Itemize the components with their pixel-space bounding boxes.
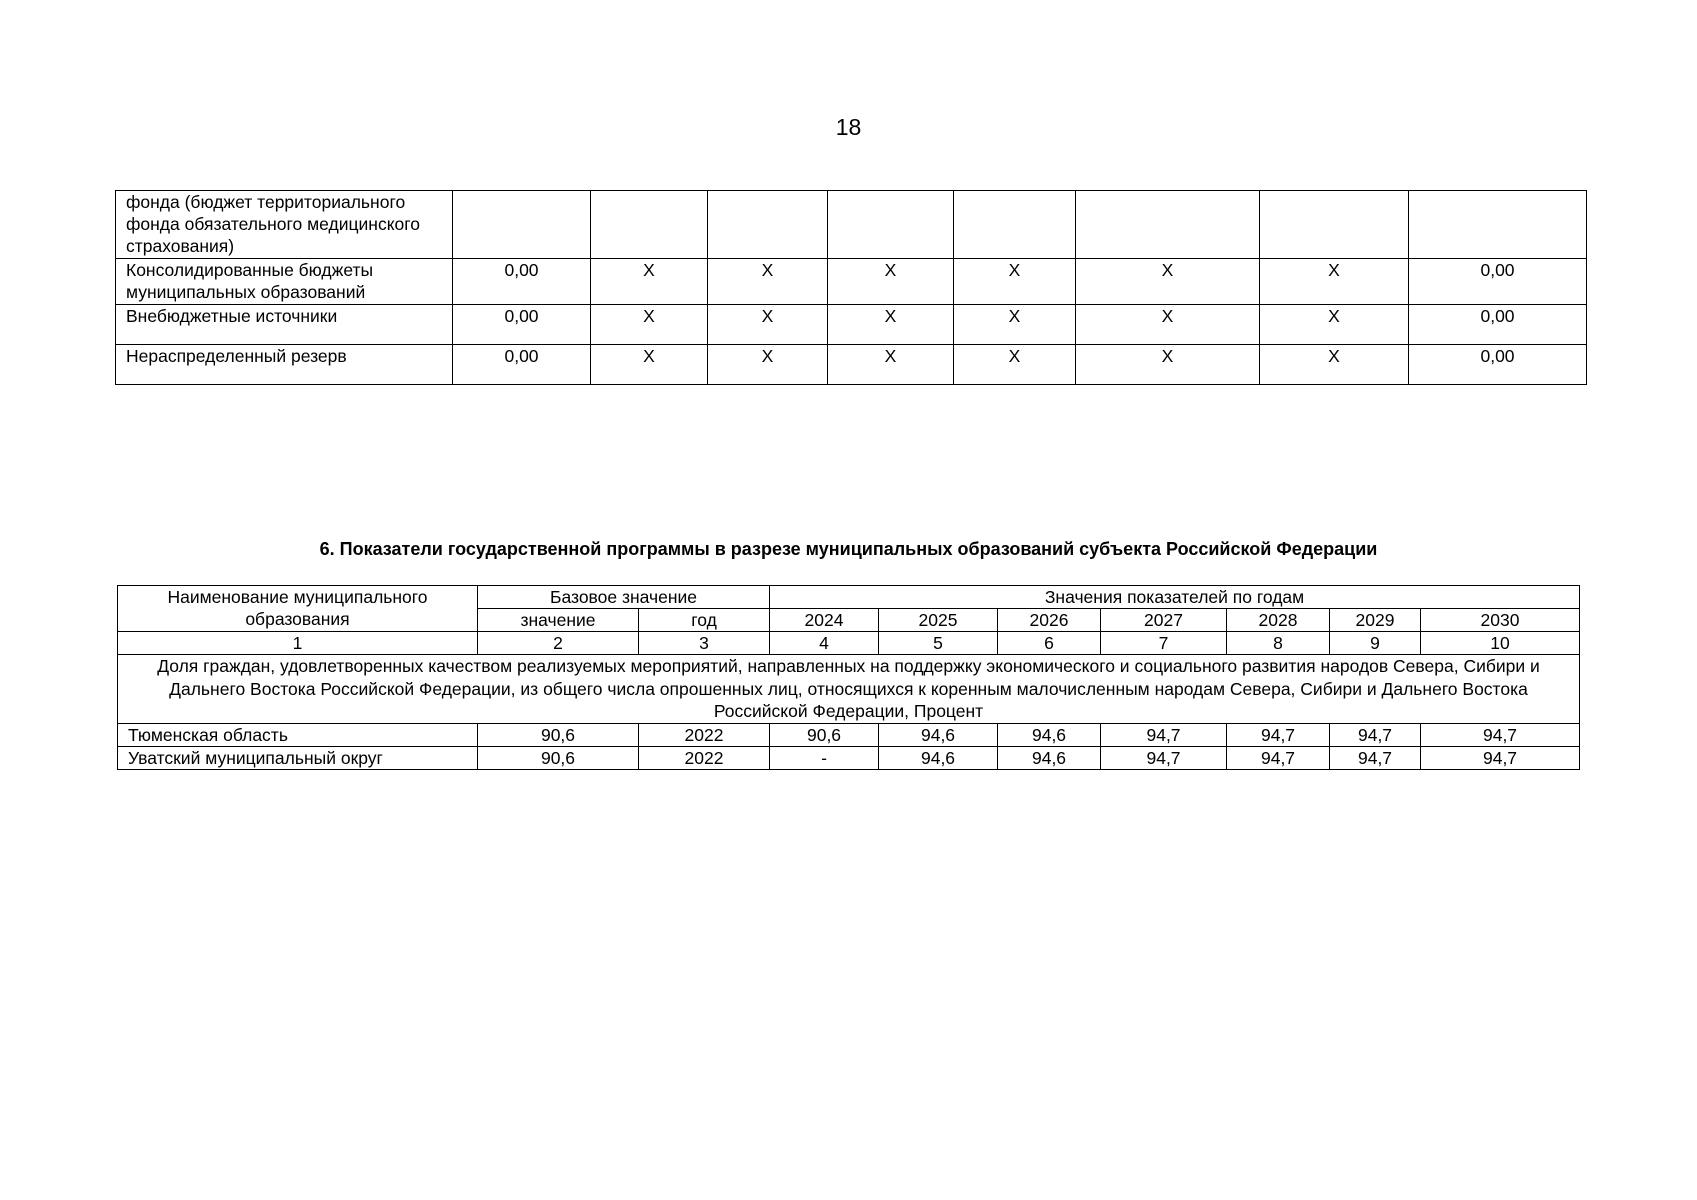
year-value-cell: -: [770, 746, 879, 769]
funding-sources-table: [115, 190, 1587, 385]
table-cell: [708, 191, 828, 259]
table-cell: X: [1076, 305, 1260, 345]
year-value-cell: 94,7: [1330, 746, 1421, 769]
column-number: 4: [770, 632, 879, 655]
year-value-cell: 94,6: [879, 746, 998, 769]
table-cell: [828, 191, 954, 259]
page-number: 18: [835, 114, 862, 140]
section-title: 6. Показатели государственной программы в разрезе муниципальных образований субъекта Российской Федерации: [319, 539, 1378, 559]
year-value-cell: 94,7: [1421, 723, 1580, 746]
header-year-col: 2029: [1330, 609, 1421, 632]
year-value-cell: 94,7: [1421, 746, 1580, 769]
table-cell: X: [954, 259, 1076, 305]
table-cell: 0,00: [1409, 305, 1587, 345]
column-number: 1: [118, 632, 478, 655]
table-cell: [591, 191, 708, 259]
column-number: 2: [478, 632, 639, 655]
header-year: год: [639, 609, 770, 632]
column-number: 9: [1330, 632, 1421, 655]
column-number: 8: [1227, 632, 1330, 655]
table-cell: X: [954, 305, 1076, 345]
table-cell: [1260, 191, 1409, 259]
year-value-cell: 94,6: [998, 746, 1101, 769]
table-row: [118, 746, 1580, 769]
table-cell: X: [1260, 259, 1409, 305]
column-number: 5: [879, 632, 998, 655]
table-cell: 0,00: [453, 345, 591, 385]
table-row: [116, 305, 1587, 345]
table-cell: X: [1260, 345, 1409, 385]
header-year-col: 2027: [1101, 609, 1227, 632]
table-cell: [1409, 191, 1587, 259]
table-cell: X: [591, 259, 708, 305]
column-number: 3: [639, 632, 770, 655]
table-cell: X: [954, 345, 1076, 385]
table-row: [116, 259, 1587, 305]
base-year-cell: 2022: [639, 746, 770, 769]
table-cell: X: [828, 305, 954, 345]
table-cell: 0,00: [1409, 345, 1587, 385]
table-cell: 0,00: [453, 259, 591, 305]
header-year-col: 2028: [1227, 609, 1330, 632]
year-value-cell: 94,6: [998, 723, 1101, 746]
header-year-col: 2025: [879, 609, 998, 632]
year-value-cell: 94,7: [1227, 723, 1330, 746]
header-year-col: 2024: [770, 609, 879, 632]
table-cell: X: [1076, 345, 1260, 385]
indicator-description: Доля граждан, удовлетворенных качеством реализуемых мероприятий, направленных на поддержку экономического и социального развития народов Севера, Сибири и Дальнего Востока Российской Федерации, из общего числа опрошенных лиц, относящихся к коренным малочисленным народам Севера, Сибири и Дальнего Востока Российской Федерации, Процент: [118, 655, 1580, 724]
header-name: Наименование муниципального образования: [118, 586, 478, 632]
column-number-row: [118, 632, 1580, 655]
table-cell: 0,00: [1409, 259, 1587, 305]
year-value-cell: 90,6: [770, 723, 879, 746]
table-row: [118, 723, 1580, 746]
table-cell: X: [591, 305, 708, 345]
table-cell: X: [1076, 259, 1260, 305]
table-cell: [954, 191, 1076, 259]
table-cell: 0,00: [453, 305, 591, 345]
header-year-col: 2026: [998, 609, 1101, 632]
base-value-cell: 90,6: [478, 723, 639, 746]
table-cell: X: [708, 259, 828, 305]
table-cell: X: [1260, 305, 1409, 345]
column-number: 6: [998, 632, 1101, 655]
municipality-name: Уватский муниципальный округ: [118, 746, 478, 769]
year-value-cell: 94,7: [1101, 746, 1227, 769]
table-cell: [453, 191, 591, 259]
row-label: Консолидированные бюджеты муниципальных образований: [116, 259, 453, 305]
row-label: фонда (бюджет территориального фонда обязательного медицинского страхования): [116, 191, 453, 259]
table-cell: X: [591, 345, 708, 385]
table-cell: [1076, 191, 1260, 259]
row-label: Нераспределенный резерв: [116, 345, 453, 385]
column-number: 10: [1421, 632, 1580, 655]
header-values-by-year: Значения показателей по годам: [770, 586, 1580, 609]
base-value-cell: 90,6: [478, 746, 639, 769]
municipality-name: Тюменская область: [118, 723, 478, 746]
base-year-cell: 2022: [639, 723, 770, 746]
table-row: [116, 345, 1587, 385]
indicator-row: [118, 655, 1580, 724]
table-cell: X: [828, 259, 954, 305]
table-cell: X: [708, 305, 828, 345]
year-value-cell: 94,7: [1101, 723, 1227, 746]
header-base-value: Базовое значение: [478, 586, 770, 609]
year-value-cell: 94,6: [879, 723, 998, 746]
header-year-col: 2030: [1421, 609, 1580, 632]
table-row: [116, 191, 1587, 259]
column-number: 7: [1101, 632, 1227, 655]
year-value-cell: 94,7: [1227, 746, 1330, 769]
table-cell: X: [828, 345, 954, 385]
table-cell: X: [708, 345, 828, 385]
row-label: Внебюджетные источники: [116, 305, 453, 345]
year-value-cell: 94,7: [1330, 723, 1421, 746]
header-value: значение: [478, 609, 639, 632]
header-row: [118, 586, 1580, 609]
indicators-table: [117, 585, 1580, 770]
